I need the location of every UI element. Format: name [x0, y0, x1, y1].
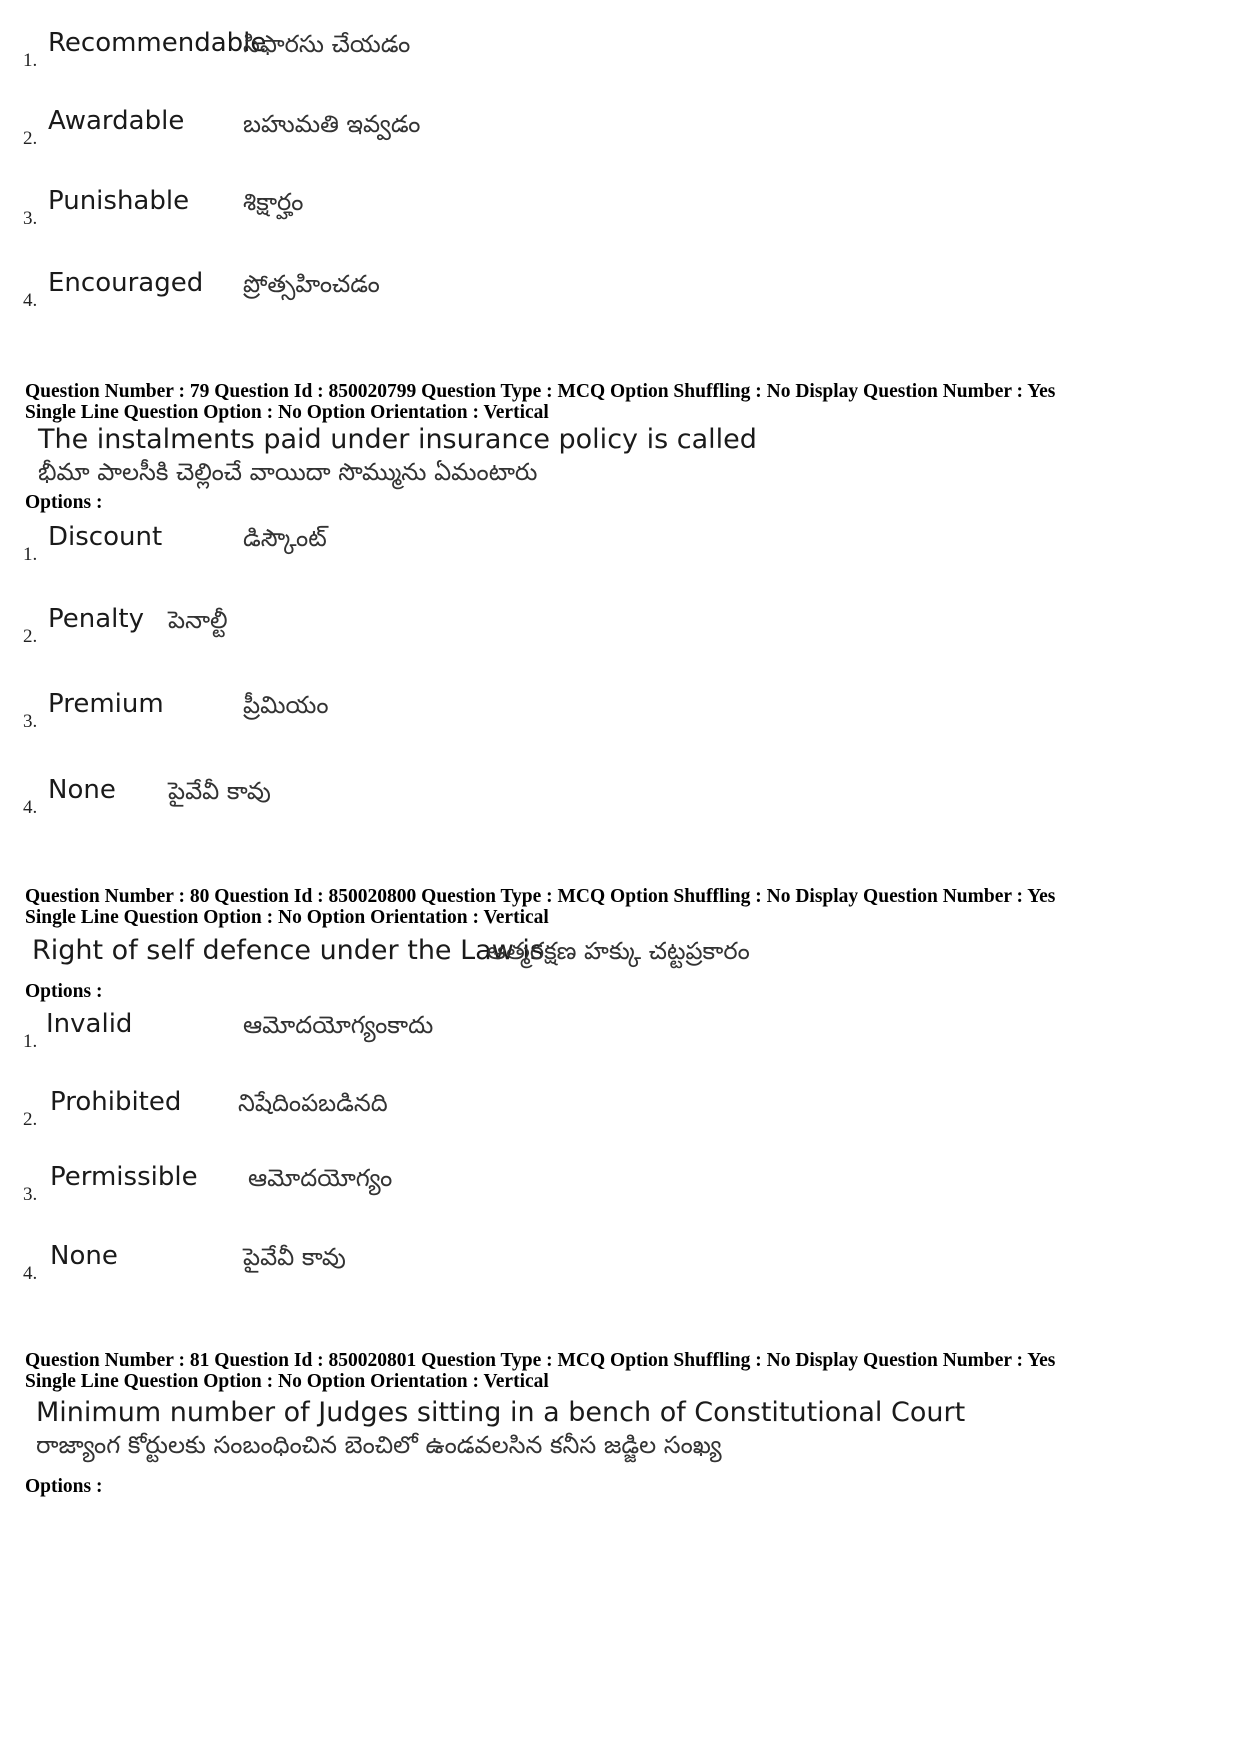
option-telugu: ఆమోదయోగ్యంకాదు: [243, 1011, 434, 1039]
question-81-meta: [25, 1350, 1225, 1392]
option-telugu: పెనాల్టీ: [168, 606, 228, 634]
question-79-meta: [25, 381, 1225, 423]
question-80-text-english: Right of self defence under the Law is: [32, 935, 544, 966]
option-english: Penalty: [48, 604, 144, 634]
option-telugu: పైవేవీ కావు: [243, 1243, 346, 1271]
option-number: 3.: [23, 711, 38, 732]
option-number: 4.: [23, 290, 38, 311]
question-80-text-telugu: ఆత్మరక్షణ హక్కు చట్టప్రకారం: [487, 937, 750, 965]
question-79-text-english: The instalments paid under insurance policy is called: [38, 424, 757, 455]
meta-line-1: Question Number : 79 Question Id : 850020799 Question Type : MCQ Option Shuffling : No Display Question Number : Yes: [25, 381, 1056, 402]
option-telugu: ఆమోదయోగ్యం: [248, 1164, 393, 1192]
option-english: Premium: [48, 689, 164, 719]
question-79-text-telugu: భీమా పాలసీకి చెల్లించే వాయిదా సొమ్మును ఏమంటారు: [38, 458, 538, 486]
option-english: Recommendable: [48, 28, 267, 58]
option-english: Prohibited: [50, 1087, 182, 1117]
option-english: Encouraged: [48, 268, 204, 298]
meta-line-1: Question Number : 80 Question Id : 850020800 Question Type : MCQ Option Shuffling : No Display Question Number : Yes: [25, 886, 1056, 907]
meta-line-2: Single Line Question Option : No Option Orientation : Vertical: [25, 1371, 549, 1392]
options-label: Options :: [25, 492, 103, 513]
question-81-text-telugu: రాజ్యాంగ కోర్టులకు సంబంధించిన బెంచిలో ఉండవలసిన కనీస జడ్జిల సంఖ్య: [36, 1431, 722, 1459]
option-number: 2.: [23, 128, 38, 149]
option-english: None: [48, 775, 116, 805]
option-english: Permissible: [50, 1162, 198, 1192]
option-english: Awardable: [48, 106, 185, 136]
option-telugu: సిఫారసు చేయడం: [243, 30, 411, 58]
option-number: 2.: [23, 626, 38, 647]
option-telugu: ప్రోత్సహించడం: [243, 270, 380, 298]
option-telugu: శిక్షార్హం: [243, 188, 304, 216]
question-81-text-english: Minimum number of Judges sitting in a bench of Constitutional Court: [36, 1397, 966, 1428]
option-number: 3.: [23, 1184, 38, 1205]
meta-line-2: Single Line Question Option : No Option Orientation : Vertical: [25, 907, 549, 928]
option-english: None: [50, 1241, 118, 1271]
option-number: 2.: [23, 1109, 38, 1130]
option-number: 1.: [23, 544, 38, 565]
options-label: Options :: [25, 1476, 103, 1497]
options-label: Options :: [25, 981, 103, 1002]
option-telugu: ప్రీమియం: [243, 691, 329, 719]
question-80-meta: [25, 886, 1225, 928]
option-number: 3.: [23, 208, 38, 229]
option-number: 4.: [23, 797, 38, 818]
meta-line-2: Single Line Question Option : No Option Orientation : Vertical: [25, 402, 549, 423]
option-number: 1.: [23, 1031, 38, 1052]
option-telugu: డిస్కౌంట్: [243, 524, 327, 552]
option-telugu: పైవేవీ కావు: [168, 777, 271, 805]
option-number: 4.: [23, 1263, 38, 1284]
meta-line-1: Question Number : 81 Question Id : 850020801 Question Type : MCQ Option Shuffling : No Display Question Number : Yes: [25, 1350, 1056, 1371]
option-telugu: బహుమతి ఇవ్వడం: [243, 110, 421, 138]
option-english: Punishable: [48, 186, 190, 216]
option-english: Discount: [48, 522, 163, 552]
option-number: 1.: [23, 50, 38, 71]
option-telugu: నిషేదింపబడినది: [238, 1089, 388, 1117]
option-english: Invalid: [46, 1009, 133, 1039]
